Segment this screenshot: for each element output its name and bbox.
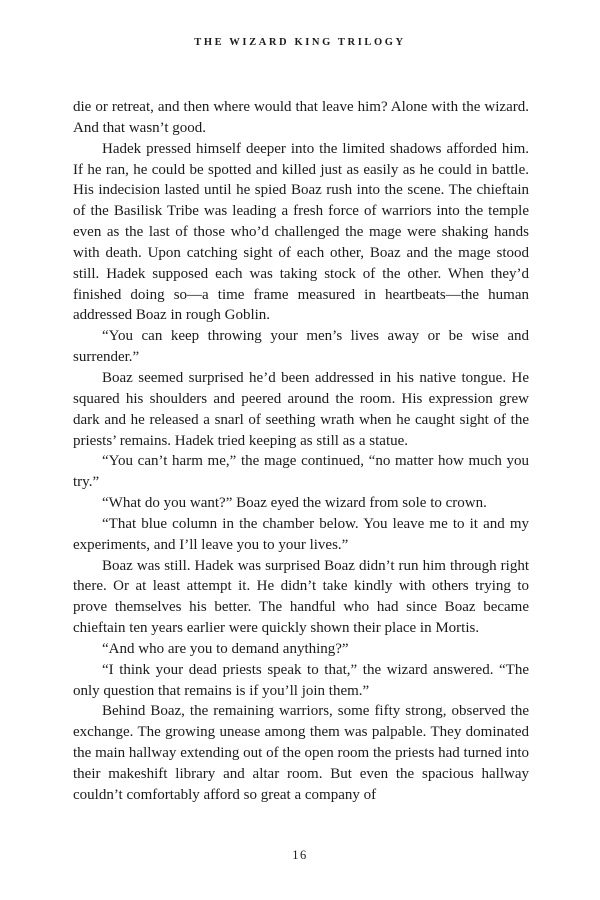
paragraph: die or retreat, and then where would that leave him? Alone with the wizard. And that wasn’t good. [73,99,529,136]
body-text [73,97,529,806]
running-header: THE WIZARD KING TRILOGY [194,37,406,48]
paragraph: Behind Boaz, the remaining warriors, some fifty strong, observed the exchange. The growing unease among them was palpable. They dominated the main hallway extending out of the open room the priests had turned into their makeshift library and altar room. But even the spacious hallway couldn’t comfortably afford so great a company of [73,703,529,803]
paragraph: “You can keep throwing your men’s lives away or be wise and surrender.” [73,328,529,366]
paragraph: “And who are you to demand anything?” [102,640,349,657]
paragraph: “What do you want?” Boaz eyed the wizard from sole to crown. [102,495,487,512]
paragraph: “You can’t harm me,” the mage continued, “no matter how much you try.” [73,453,529,491]
page-number: 16 [292,848,308,862]
paragraph: Boaz was still. Hadek was surprised Boaz didn’t run him through right there. Or at least attempt it. He didn’t take kindly with others trying to prove themselves his better. The handful who had since Boaz became chieftain ten years earlier were quickly shown their place in Mortis. [73,557,529,637]
paragraph: “That blue column in the chamber below. You leave me to it and my experiments, and I’ll leave you to your lives.” [73,515,529,553]
paragraph: Hadek pressed himself deeper into the limited shadows afforded him. If he ran, he could be spotted and killed just as easily as he could in battle. His indecision lasted until he spied Boaz rush into the scene. The chieftain of the Basilisk Tribe was leading a fresh force of warriors into the temple even as the last of those who’d challenged the mage were shaking hands with death. Upon catching sight of each other, Boaz and the mage stood still. Hadek supposed each was taking stock of the other. When they’d finished doing so—a time frame measured in heartbeats—the human addressed Boaz in rough Goblin. [73,140,529,324]
paragraph: Boaz seemed surprised he’d been addressed in his native tongue. He squared his shoulders and peered around the room. His expression grew dark and he released a snarl of seething wrath when he caught sight of the priests’ remains. Hadek tried keeping as still as a statue. [73,369,529,449]
paragraph: “I think your dead priests speak to that,” the wizard answered. “The only question that remains is if you’ll join them.” [73,661,529,699]
